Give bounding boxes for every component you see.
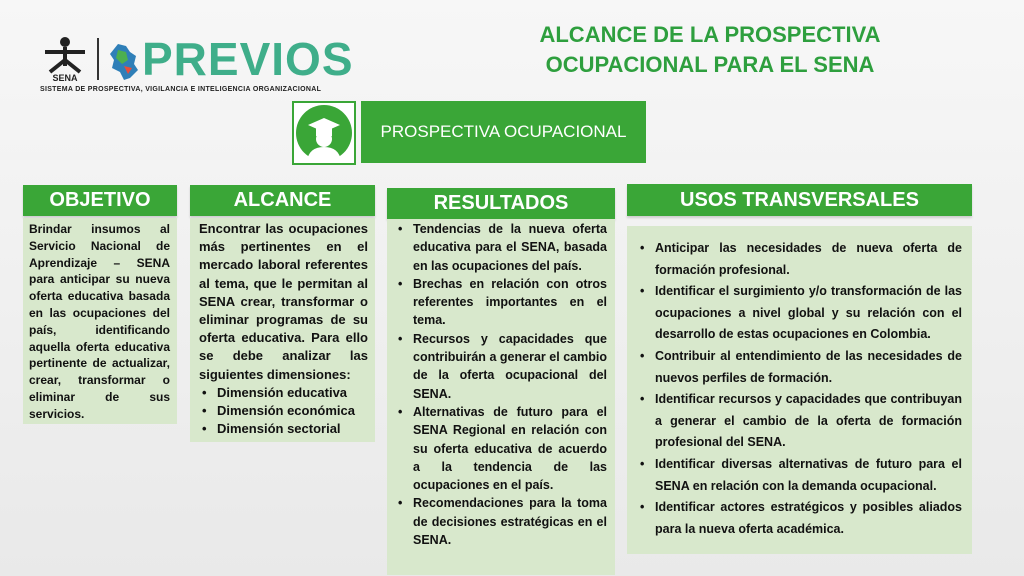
usos-box: [627, 226, 972, 554]
previos-logo: [40, 33, 360, 102]
logo-divider: [97, 38, 99, 80]
usos-item: • Anticipar las necesidades de nueva oferta de formación profesional.: [637, 238, 962, 281]
usos-list: [637, 238, 962, 540]
resultados-item: • Recomendaciones para la toma de decisiones estratégicas en el SENA.: [395, 494, 607, 549]
usos-item: • Identificar actores estratégicos y posibles aliados para la nueva oferta académica.: [637, 497, 962, 540]
alcance-header: ALCANCE: [190, 185, 375, 216]
usos-item: • Contribuir al entendimiento de las necesidades de nuevos perfiles de formación.: [637, 346, 962, 389]
colombia-map-icon: [106, 42, 140, 82]
objetivo-box: [23, 218, 177, 424]
alcance-box: [190, 218, 375, 442]
previos-tagline: SISTEMA DE PROSPECTIVA, VIGILANCIA E INTELIGENCIA ORGANIZACIONAL: [40, 86, 322, 93]
previos-wordmark: PREVIOS: [142, 33, 354, 85]
alcance-item: • Dimensión económica: [199, 402, 368, 420]
objetivo-text: Brindar insumos al Servicio Nacional de Aprendizaje – SENA para anticipar su nueva oferta educativa basada en las ocupaciones del país, identificando aquella oferta educativa pertinente de actualizar, crear, transformar o eliminar de sus servicios.: [29, 222, 170, 421]
page-title: [500, 20, 920, 80]
usos-header: USOS TRANSVERSALES: [627, 184, 972, 216]
sena-logo-icon: [40, 36, 90, 82]
resultados-item: • Tendencias de la nueva oferta educativa para el SENA, basada en las ocupaciones del país.: [395, 220, 607, 275]
resultados-list: [395, 220, 607, 549]
resultados-header: RESULTADOS: [387, 188, 615, 219]
graduate-icon: [292, 101, 356, 165]
title-line-2: OCUPACIONAL PARA EL SENA: [545, 52, 875, 77]
sena-logo-text: SENA: [52, 73, 78, 82]
alcance-item: • Dimensión sectorial: [199, 420, 368, 438]
resultados-item: • Alternativas de futuro para el SENA Regional en relación con su oferta educativa de acuerdo a la tendencia de las ocupaciones en el país.: [395, 403, 607, 494]
usos-item: • Identificar diversas alternativas de futuro para el SENA en relación con la demanda ocupacional.: [637, 454, 962, 497]
objetivo-header: OBJETIVO: [23, 185, 177, 216]
usos-item: • Identificar recursos y capacidades que contribuyan a generar el cambio de la oferta de formación profesional del SENA.: [637, 389, 962, 454]
resultados-item: • Recursos y capacidades que contribuirán a generar el cambio de la oferta ocupacional del SENA.: [395, 330, 607, 403]
resultados-box: [387, 219, 615, 575]
prospectiva-banner: PROSPECTIVA OCUPACIONAL: [361, 101, 646, 163]
usos-item: • Identificar el surgimiento y/o transformación de las ocupaciones a nivel global y su relación con el desarrollo de estas ocupaciones en Colombia.: [637, 281, 962, 346]
alcance-list: [199, 384, 368, 439]
alcance-text: Encontrar las ocupaciones más pertinentes en el mercado laboral referentes al tema, que le permitan al SENA crear, transformar o eliminar programas de su oferta educativa. Para ello se debe analizar las siguientes dimensiones:: [199, 221, 368, 382]
title-line-1: ALCANCE DE LA PROSPECTIVA: [539, 22, 881, 47]
resultados-item: • Brechas en relación con otros referentes importantes en el tema.: [395, 275, 607, 330]
alcance-item: • Dimensión educativa: [199, 384, 368, 402]
